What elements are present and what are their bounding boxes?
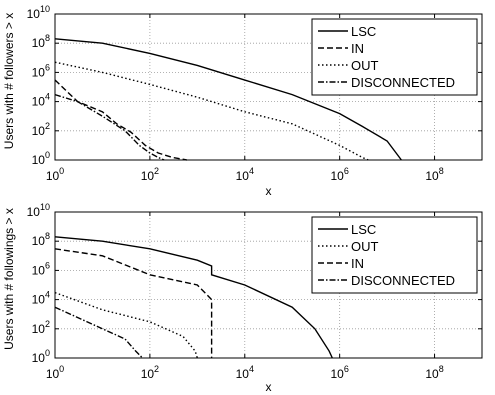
y-tick-label: $10^{10}$ — [26, 202, 50, 219]
x-axis-label: x — [265, 380, 272, 394]
y-tick-label: $10^8$ — [31, 231, 50, 249]
legend-label-out: OUT — [351, 239, 379, 254]
chart-followings — [2, 202, 482, 394]
x-tick-label: $10^4$ — [235, 166, 254, 183]
legend-label-out: OUT — [351, 58, 379, 73]
legend-label-lsc: LSC — [351, 24, 377, 39]
y-tick-label: $10^4$ — [31, 289, 50, 307]
x-tick-label: $10^8$ — [425, 166, 444, 183]
y-tick-label: $10^6$ — [31, 62, 50, 80]
x-tick-label: $10^8$ — [425, 364, 444, 381]
x-axis-label: x — [265, 184, 272, 198]
legend-label-disconnected: DISCONNECTED — [351, 75, 456, 90]
y-tick-label: $10^4$ — [31, 91, 50, 109]
series-line-in — [55, 249, 212, 358]
y-tick-label: $10^0$ — [31, 150, 50, 167]
legend-label-in: IN — [351, 41, 364, 56]
y-tick-label: $10^8$ — [31, 33, 50, 51]
y-tick-label: $10^{10}$ — [26, 4, 50, 21]
x-tick-label: $10^2$ — [140, 166, 160, 183]
chart-followers — [2, 4, 482, 198]
y-tick-label: $10^0$ — [31, 348, 50, 365]
legend-label-lsc: LSC — [351, 222, 377, 237]
y-tick-label: $10^2$ — [31, 120, 50, 138]
legend — [312, 217, 477, 293]
series-line-out — [55, 293, 197, 358]
y-tick-label: $10^6$ — [31, 260, 50, 278]
y-axis-label: Users with # followers > x — [2, 12, 16, 150]
x-tick-label: $10^0$ — [45, 166, 65, 183]
y-tick-label: $10^2$ — [31, 318, 50, 336]
x-tick-label: $10^6$ — [330, 166, 349, 183]
x-tick-label: $10^2$ — [140, 364, 160, 381]
legend-label-in: IN — [351, 256, 364, 271]
series-line-disconnected — [55, 307, 143, 358]
y-axis-label: Users with # followings > x — [2, 208, 16, 350]
legend — [312, 19, 477, 95]
series-line-disconnected — [55, 95, 164, 160]
x-tick-label: $10^0$ — [45, 364, 65, 381]
series-line-lsc — [55, 237, 332, 358]
legend-label-disconnected: DISCONNECTED — [351, 273, 456, 288]
x-tick-label: $10^4$ — [235, 364, 254, 381]
series-line-in — [55, 80, 187, 160]
x-tick-label: $10^6$ — [330, 364, 349, 381]
